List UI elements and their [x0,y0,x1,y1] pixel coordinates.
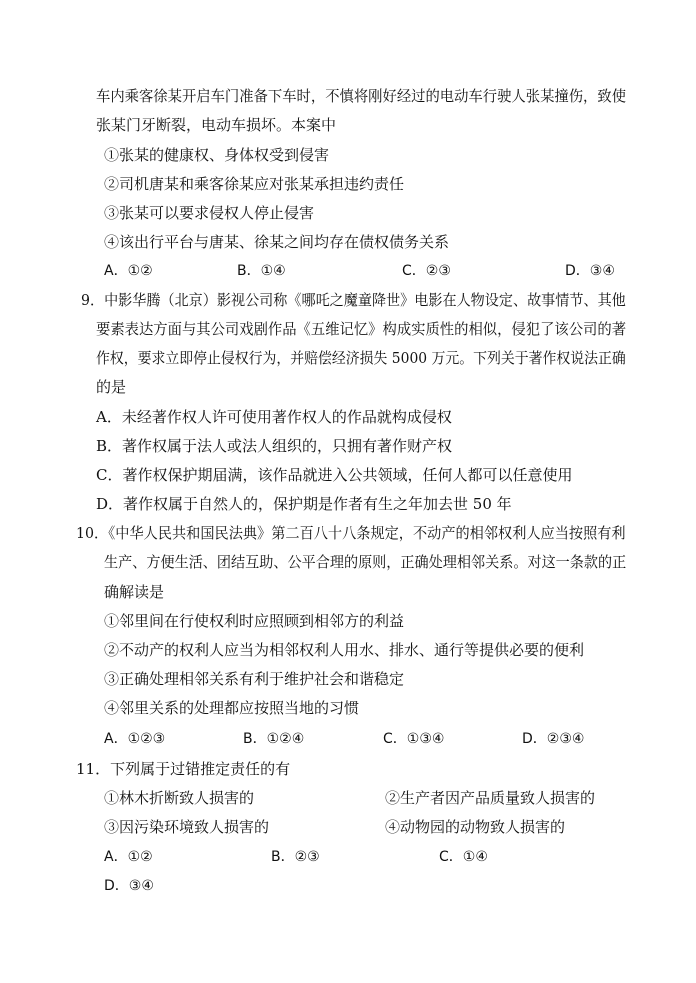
q8-option-a: A．①② [104,263,153,279]
q11-stem-line-1: 11．下列属于过错推定责任的有 [76,760,291,778]
q8-option-c: C．②③ [402,263,451,279]
q10-item-4: ④邻里关系的处理都应按照当地的习惯 [104,699,360,717]
q8-stem-line-2: 张某门牙断裂，电动车损坏。本案中 [96,116,337,134]
q9-option-d: D．著作权属于自然人的，保护期是作者有生之年加去世 50 年 [96,495,512,513]
q8-item-1: ①张某的健康权、身体权受到侵害 [104,146,330,164]
q11-item-3: ③因污染环境致人损害的 [104,818,270,836]
q10-option-b: B．①②④ [243,731,305,747]
q11-item-4: ④动物园的动物致人损害的 [385,818,566,836]
q8-option-d: D．③④ [565,263,615,279]
q8-stem-line-1: 车内乘客徐某开启车门准备下车时，不慎将刚好经过的电动车行驶人张某撞伤，致使 [96,87,627,105]
q9-stem-line-4: 的是 [96,378,127,396]
q11-option-d: D．③④ [104,878,154,894]
q10-stem-line-3: 确解读是 [104,583,165,601]
q9-stem-line-1: 9．中影华腾（北京）影视公司称《哪吒之魔童降世》电影在人物设定、故事情节、其他 [81,291,626,309]
q9-stem-line-2: 要素表达方面与其公司戏剧作品《五维记忆》构成实质性的相似，侵犯了该公司的著 [96,320,627,338]
q10-option-a: A．①②③ [104,731,166,747]
q11-option-b: B．②③ [271,849,320,865]
q10-option-d: D．②③④ [522,731,585,747]
q8-item-2: ②司机唐某和乘客徐某应对张某承担违约责任 [104,175,405,193]
q11-item-1: ①林木折断致人损害的 [104,789,255,807]
q10-stem-line-1: 10．《中华人民共和国民法典》第二百八十八条规定，不动产的相邻权利人应当按照有利 [76,524,626,542]
q9-option-a: A．未经著作权人许可使用著作权人的作品就构成侵权 [96,408,452,426]
q10-stem-line-2: 生产、方便生活、团结互助、公平合理的原则，正确处理相邻关系。对这一条款的正 [104,553,627,571]
q9-stem-line-3: 作权，要求立即停止侵权行为，并赔偿经济损失 5000 万元。下列关于著作权说法正确 [96,349,626,367]
q9-option-b: B．著作权属于法人或法人组织的，只拥有著作财产权 [96,437,453,455]
q11-option-a: A．①② [104,849,153,865]
q11-option-c: C．①④ [439,849,488,865]
q10-item-2: ②不动产的权利人应当为相邻权利人用水、排水、通行等提供必要的便利 [104,641,585,659]
q10-item-1: ①邻里间在行使权利时应照顾到相邻方的利益 [104,612,405,630]
q10-option-c: C．①③④ [383,731,445,747]
q10-item-3: ③正确处理相邻关系有利于维护社会和谐稳定 [104,670,405,688]
q9-option-c: C．著作权保护期届满，该作品就进入公共领域，任何人都可以任意使用 [96,466,573,484]
q8-item-4: ④该出行平台与唐某、徐某之间均存在债权债务关系 [104,233,450,251]
q11-item-2: ②生产者因产品质量致人损害的 [385,789,596,807]
q8-item-3: ③张某可以要求侵权人停止侵害 [104,204,315,222]
q8-option-b: B．①④ [237,263,286,279]
